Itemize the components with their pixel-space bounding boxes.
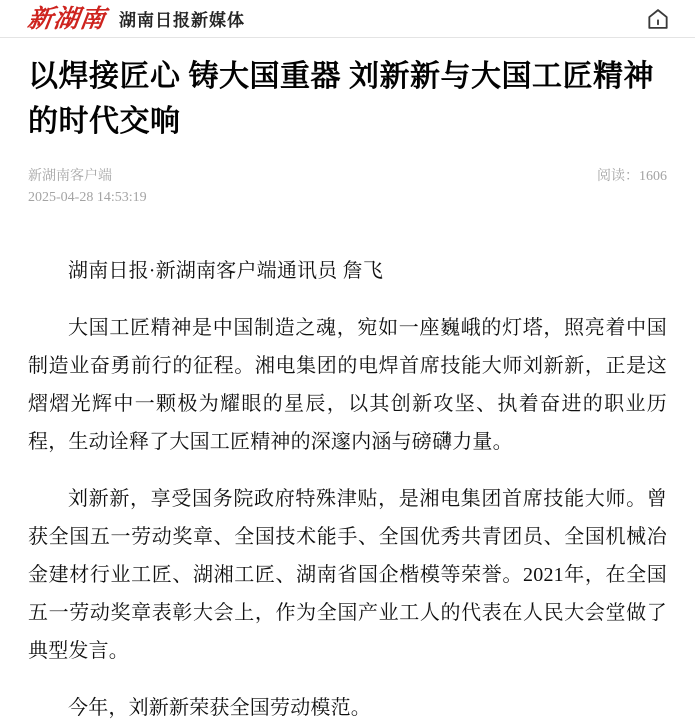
article-paragraph: 大国工匠精神是中国制造之魂，宛如一座巍峨的灯塔，照亮着中国制造业奋勇前行的征程。湘电集团的电焊首席技能大师刘新新，正是这熠熠光辉中一颗极为耀眼的星辰，以其创新攻坚、执着奋进的职业历程，生动诠释了大国工匠精神的深邃内涵与磅礴力量。 bbox=[28, 317, 667, 453]
header-divider bbox=[0, 37, 695, 38]
article-paragraph: 刘新新，享受国务院政府特殊津贴，是湘电集团首席技能大师。曾获全国五一劳动奖章、全国技术能手、全国优秀共青团员、全国机械冶金建材行业工匠、湖湘工匠、湖南省国企楷模等荣誉。2021年，在全国五一劳动奖章表彰大会上，作为全国产业工人的代表在人民大会堂做了典型发言。 bbox=[28, 488, 667, 662]
site-logo[interactable]: 新湖南 bbox=[25, 4, 109, 33]
article-source: 新湖南客户端 bbox=[28, 169, 112, 184]
site-header bbox=[0, 0, 695, 37]
read-count-value: 1606 bbox=[639, 169, 667, 184]
site-name: 湖南日报新媒体 bbox=[119, 11, 246, 30]
article-title: 以焊接匠心 铸大国重器 刘新新与大国工匠精神的时代交响 bbox=[28, 60, 654, 138]
article-paragraph-author: 湖南日报·新湖南客户端通讯员 詹飞 bbox=[68, 260, 384, 282]
article-meta bbox=[28, 166, 667, 208]
article-paragraph: 今年，刘新新荣获全国劳动模范。 bbox=[68, 697, 371, 719]
read-count-label: 阅读： bbox=[597, 169, 639, 184]
home-button[interactable] bbox=[643, 4, 673, 34]
home-icon bbox=[645, 6, 671, 32]
read-count bbox=[597, 166, 667, 187]
article bbox=[0, 54, 695, 727]
article-body bbox=[28, 252, 667, 727]
article-datetime: 2025-04-28 14:53:19 bbox=[28, 190, 147, 205]
article-meta-left bbox=[28, 166, 147, 208]
